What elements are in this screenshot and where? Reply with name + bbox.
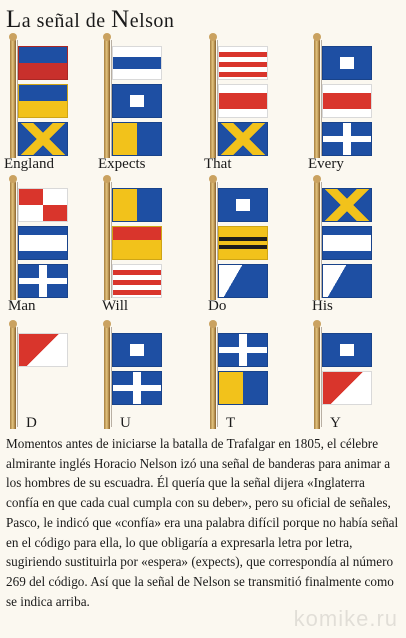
flag-stack <box>18 46 68 160</box>
body-paragraph: Momentos antes de iniciarse la batalla de Trafalgar en 1805, el célebre almirante inglés Horacio Nelson izó una señal de banderas para animar a los hombres de su escuadra. Él quería que la señal dijera «Inglaterra confía en que cada cual cumpla con su deber», pero su oficial de señales, Pasco, le indicó que «confía» era una palabra difícil porque no había señal en el código para ella, lo que obligaría a expresarla letra por letra, sugiriendo sustituirla por «espera» (expects), que correspondía al número 269 del código. Así que la señal de Nelson se transmitió finalmente como se indica arriba. <box>6 436 399 609</box>
flag-word-label: Every <box>308 156 344 172</box>
flag-signal <box>308 38 406 178</box>
flagpole-finial <box>103 33 111 41</box>
signal-flag <box>218 188 268 222</box>
flag-word-label: Expects <box>98 156 146 172</box>
flag-signal <box>98 38 198 178</box>
flagpole-finial <box>313 320 321 328</box>
signal-flag <box>18 84 68 118</box>
flag-stack <box>112 46 162 160</box>
signal-flag <box>218 122 268 156</box>
signal-flag <box>112 371 162 405</box>
flagpole-finial <box>103 320 111 328</box>
signal-flag <box>18 122 68 156</box>
flag-word-label: His <box>312 298 333 314</box>
signal-flag <box>112 122 162 156</box>
signal-flag <box>218 333 268 367</box>
flagpole <box>210 180 216 300</box>
flagpole <box>104 325 110 429</box>
signal-flag <box>218 84 268 118</box>
signal-flag <box>18 226 68 260</box>
flag-word-label: Will <box>102 298 129 314</box>
flag-word-label: Y <box>330 415 341 431</box>
flag-signal <box>204 180 304 320</box>
flagpole-finial <box>209 175 217 183</box>
flag-signal <box>308 180 406 320</box>
flagpole <box>104 38 110 158</box>
signal-flag <box>322 226 372 260</box>
page-title: La señal de Nelson <box>6 6 175 33</box>
flagpole <box>10 325 16 429</box>
flag-stack <box>322 333 372 409</box>
signal-flag <box>322 84 372 118</box>
signal-flag <box>18 188 68 222</box>
signal-flag <box>112 264 162 298</box>
signal-flag <box>322 46 372 80</box>
signal-flag <box>218 371 268 405</box>
flag-stack <box>218 46 268 160</box>
flag-stack <box>322 46 372 160</box>
flagpole-finial <box>103 175 111 183</box>
signal-flag <box>18 333 68 367</box>
flagpole <box>314 325 320 429</box>
signal-flag <box>218 264 268 298</box>
flag-word-label: England <box>4 156 54 172</box>
signal-flag <box>322 333 372 367</box>
flag-signal <box>204 38 304 178</box>
signal-flag <box>218 226 268 260</box>
flag-stack <box>322 188 372 302</box>
signal-flag <box>18 264 68 298</box>
signal-flag <box>112 46 162 80</box>
signal-flag <box>112 333 162 367</box>
flag-word-label: Do <box>208 298 227 314</box>
signal-flag <box>18 46 68 80</box>
signal-flag <box>322 264 372 298</box>
flag-stack <box>218 333 268 409</box>
flag-signal <box>4 180 104 320</box>
flag-word-label: That <box>204 156 232 172</box>
flagpole <box>10 38 16 158</box>
flagpole-finial <box>9 33 17 41</box>
flagpole-finial <box>313 33 321 41</box>
signal-flag <box>322 371 372 405</box>
signal-flag <box>322 188 372 222</box>
flagpole-finial <box>9 175 17 183</box>
flag-word-label: D <box>26 415 37 431</box>
flag-stack <box>18 188 68 302</box>
flagpole <box>210 325 216 429</box>
signal-flag <box>218 46 268 80</box>
flagpole-finial <box>313 175 321 183</box>
signal-flag <box>322 122 372 156</box>
flag-signal <box>4 38 104 178</box>
signal-flag <box>112 84 162 118</box>
flagpole <box>210 38 216 158</box>
flagpole <box>10 180 16 300</box>
flagpole-finial <box>209 33 217 41</box>
signal-flag <box>112 188 162 222</box>
watermark: komike.ru <box>293 606 398 631</box>
flag-word-label: T <box>226 415 236 431</box>
flagpole <box>314 38 320 158</box>
flag-stack <box>18 333 68 371</box>
flag-signal <box>98 180 198 320</box>
flagpole-finial <box>209 320 217 328</box>
flag-stack <box>218 188 268 302</box>
signal-flag <box>112 226 162 260</box>
flagpole <box>314 180 320 300</box>
flag-stack <box>112 188 162 302</box>
flag-word-label: U <box>120 415 131 431</box>
flag-word-label: Man <box>8 298 36 314</box>
flagpole-finial <box>9 320 17 328</box>
flagpole <box>104 180 110 300</box>
flag-stack <box>112 333 162 409</box>
